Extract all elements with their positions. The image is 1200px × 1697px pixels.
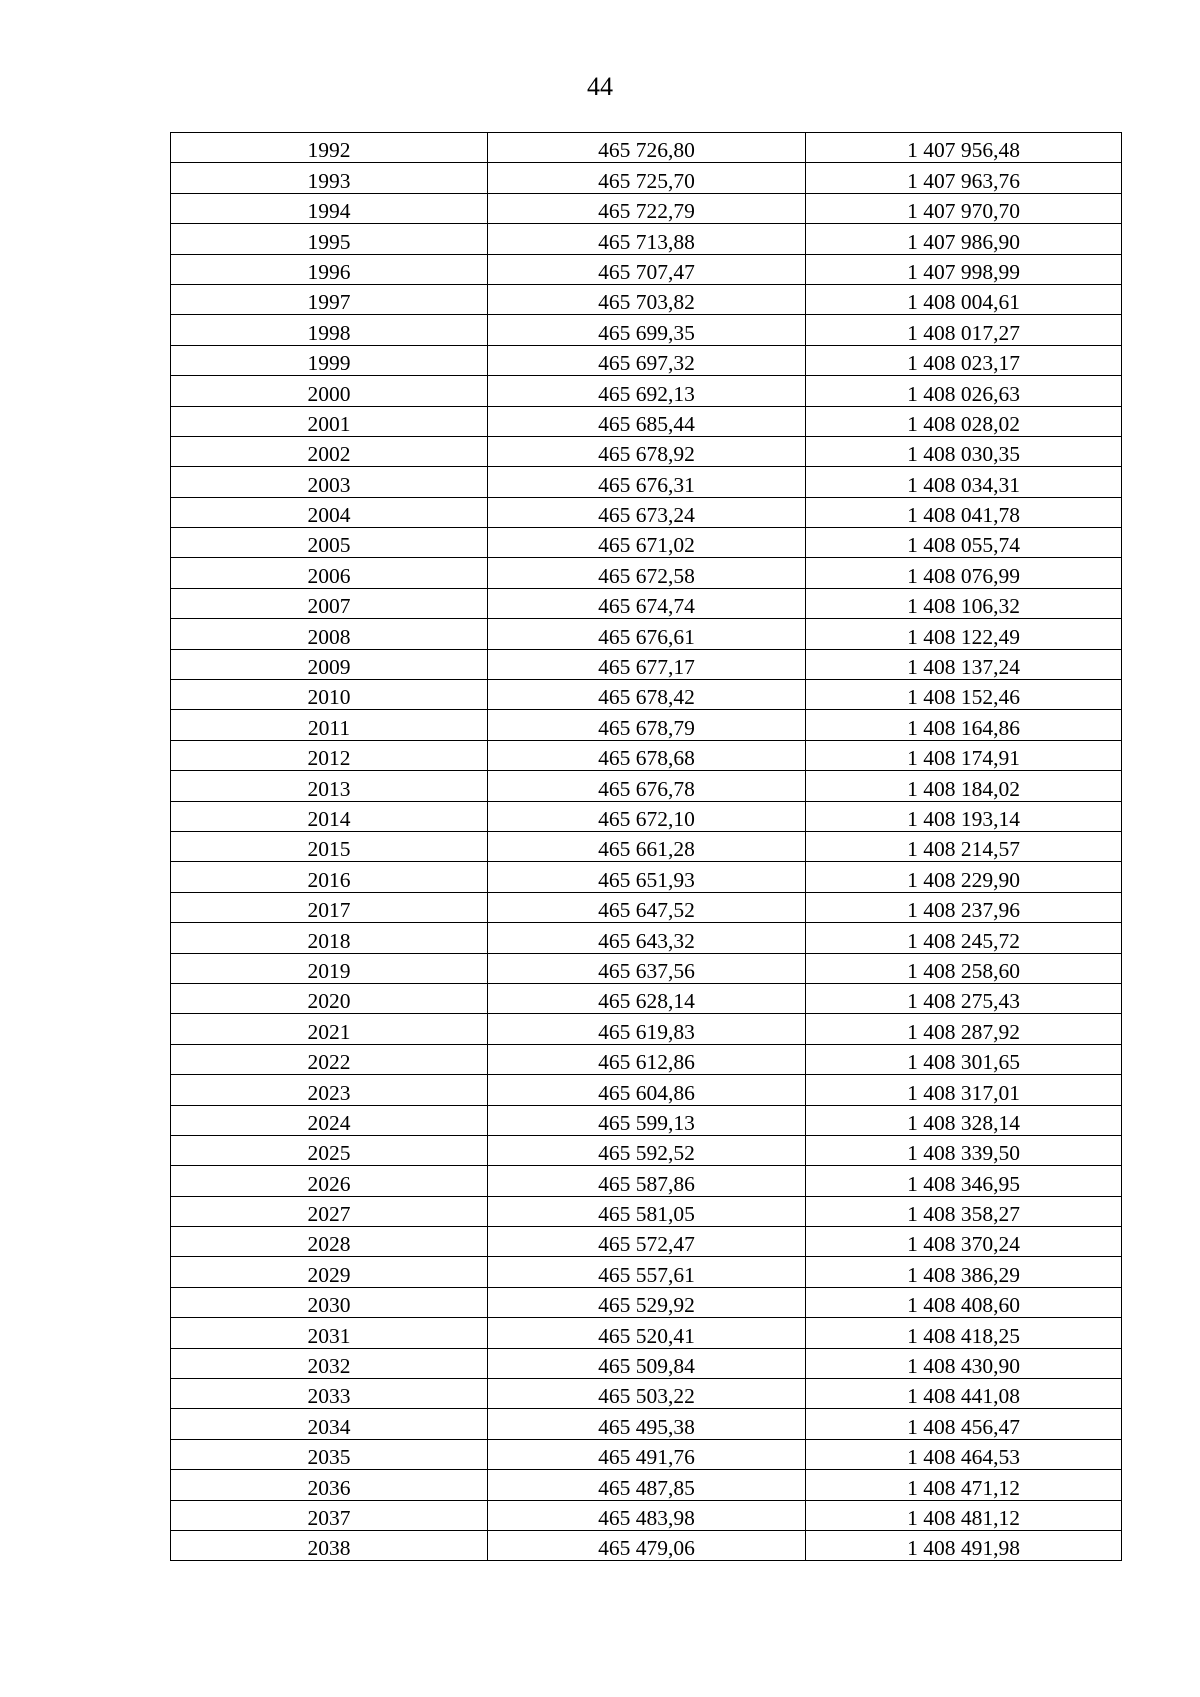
table-row — [171, 1257, 1122, 1287]
cell-y: 1 408 023,17 — [806, 345, 1122, 375]
table-row — [171, 376, 1122, 406]
cell-y: 1 408 164,86 — [806, 710, 1122, 740]
cell-x: 465 674,74 — [488, 588, 806, 618]
page-number: 44 — [587, 72, 613, 101]
cell-x: 465 678,92 — [488, 436, 806, 466]
cell-year: 2007 — [171, 588, 488, 618]
cell-x: 465 612,86 — [488, 1044, 806, 1074]
cell-x: 465 495,38 — [488, 1409, 806, 1439]
cell-x: 465 676,31 — [488, 467, 806, 497]
table-row — [171, 406, 1122, 436]
cell-x: 465 581,05 — [488, 1196, 806, 1226]
table-row — [171, 831, 1122, 861]
table-row — [171, 1318, 1122, 1348]
cell-x: 465 520,41 — [488, 1318, 806, 1348]
cell-y: 1 408 055,74 — [806, 528, 1122, 558]
cell-y: 1 408 275,43 — [806, 983, 1122, 1013]
cell-y: 1 408 076,99 — [806, 558, 1122, 588]
table-row — [171, 1379, 1122, 1409]
table-body — [171, 133, 1122, 1561]
cell-year: 1995 — [171, 224, 488, 254]
table-row — [171, 710, 1122, 740]
table-row — [171, 680, 1122, 710]
cell-year: 1996 — [171, 254, 488, 284]
cell-x: 465 726,80 — [488, 133, 806, 163]
cell-y: 1 408 122,49 — [806, 619, 1122, 649]
table-row — [171, 224, 1122, 254]
cell-y: 1 408 193,14 — [806, 801, 1122, 831]
cell-year: 2005 — [171, 528, 488, 558]
table-row — [171, 740, 1122, 770]
cell-x: 465 703,82 — [488, 284, 806, 314]
table-row — [171, 1530, 1122, 1560]
table-row — [171, 1166, 1122, 1196]
cell-y: 1 408 004,61 — [806, 284, 1122, 314]
cell-y: 1 408 229,90 — [806, 862, 1122, 892]
cell-y: 1 408 346,95 — [806, 1166, 1122, 1196]
table-row — [171, 345, 1122, 375]
cell-x: 465 699,35 — [488, 315, 806, 345]
cell-year: 1993 — [171, 163, 488, 193]
cell-x: 465 707,47 — [488, 254, 806, 284]
cell-year: 2021 — [171, 1014, 488, 1044]
cell-year: 2000 — [171, 376, 488, 406]
cell-y: 1 408 408,60 — [806, 1287, 1122, 1317]
cell-year: 2033 — [171, 1379, 488, 1409]
cell-x: 465 592,52 — [488, 1135, 806, 1165]
table-row — [171, 1409, 1122, 1439]
table-row — [171, 619, 1122, 649]
cell-year: 1997 — [171, 284, 488, 314]
cell-year: 2002 — [171, 436, 488, 466]
cell-y: 1 408 418,25 — [806, 1318, 1122, 1348]
cell-year: 2022 — [171, 1044, 488, 1074]
cell-x: 465 491,76 — [488, 1439, 806, 1469]
cell-x: 465 672,58 — [488, 558, 806, 588]
coordinates-table — [170, 132, 1122, 1561]
cell-x: 465 643,32 — [488, 923, 806, 953]
cell-year: 2008 — [171, 619, 488, 649]
cell-y: 1 408 301,65 — [806, 1044, 1122, 1074]
cell-year: 2036 — [171, 1470, 488, 1500]
cell-year: 2019 — [171, 953, 488, 983]
cell-y: 1 408 471,12 — [806, 1470, 1122, 1500]
table-row — [171, 1075, 1122, 1105]
cell-year: 2009 — [171, 649, 488, 679]
cell-y: 1 408 464,53 — [806, 1439, 1122, 1469]
cell-year: 1992 — [171, 133, 488, 163]
cell-y: 1 408 017,27 — [806, 315, 1122, 345]
table-row — [171, 953, 1122, 983]
table-row — [171, 923, 1122, 953]
cell-x: 465 619,83 — [488, 1014, 806, 1044]
cell-year: 2032 — [171, 1348, 488, 1378]
cell-y: 1 407 998,99 — [806, 254, 1122, 284]
cell-x: 465 671,02 — [488, 528, 806, 558]
cell-x: 465 713,88 — [488, 224, 806, 254]
cell-year: 2020 — [171, 983, 488, 1013]
cell-x: 465 628,14 — [488, 983, 806, 1013]
cell-x: 465 604,86 — [488, 1075, 806, 1105]
cell-y: 1 408 491,98 — [806, 1530, 1122, 1560]
cell-year: 2026 — [171, 1166, 488, 1196]
table-row — [171, 1439, 1122, 1469]
cell-x: 465 676,61 — [488, 619, 806, 649]
cell-year: 1994 — [171, 193, 488, 223]
table-row — [171, 1287, 1122, 1317]
cell-year: 2027 — [171, 1196, 488, 1226]
cell-y: 1 408 287,92 — [806, 1014, 1122, 1044]
table-row — [171, 1348, 1122, 1378]
table-row — [171, 649, 1122, 679]
cell-year: 1999 — [171, 345, 488, 375]
cell-x: 465 503,22 — [488, 1379, 806, 1409]
table-row — [171, 771, 1122, 801]
table-row — [171, 862, 1122, 892]
cell-x: 465 692,13 — [488, 376, 806, 406]
cell-x: 465 509,84 — [488, 1348, 806, 1378]
cell-y: 1 408 430,90 — [806, 1348, 1122, 1378]
cell-x: 465 697,32 — [488, 345, 806, 375]
cell-year: 2035 — [171, 1439, 488, 1469]
cell-y: 1 408 214,57 — [806, 831, 1122, 861]
cell-y: 1 407 970,70 — [806, 193, 1122, 223]
table-row — [171, 497, 1122, 527]
cell-x: 465 676,78 — [488, 771, 806, 801]
cell-x: 465 557,61 — [488, 1257, 806, 1287]
cell-y: 1 408 339,50 — [806, 1135, 1122, 1165]
cell-year: 2004 — [171, 497, 488, 527]
cell-x: 465 487,85 — [488, 1470, 806, 1500]
table-row — [171, 1014, 1122, 1044]
table-row — [171, 558, 1122, 588]
table-row — [171, 528, 1122, 558]
cell-year: 2010 — [171, 680, 488, 710]
table-row — [171, 1135, 1122, 1165]
cell-x: 465 725,70 — [488, 163, 806, 193]
cell-y: 1 407 956,48 — [806, 133, 1122, 163]
cell-year: 2031 — [171, 1318, 488, 1348]
cell-y: 1 407 986,90 — [806, 224, 1122, 254]
cell-year: 2016 — [171, 862, 488, 892]
cell-y: 1 408 245,72 — [806, 923, 1122, 953]
table-row — [171, 801, 1122, 831]
cell-x: 465 587,86 — [488, 1166, 806, 1196]
cell-y: 1 408 184,02 — [806, 771, 1122, 801]
cell-year: 2018 — [171, 923, 488, 953]
cell-y: 1 408 034,31 — [806, 467, 1122, 497]
cell-y: 1 408 152,46 — [806, 680, 1122, 710]
cell-y: 1 408 106,32 — [806, 588, 1122, 618]
table-row — [171, 284, 1122, 314]
cell-year: 2013 — [171, 771, 488, 801]
cell-x: 465 479,06 — [488, 1530, 806, 1560]
cell-x: 465 651,93 — [488, 862, 806, 892]
table-row — [171, 1227, 1122, 1257]
cell-year: 2014 — [171, 801, 488, 831]
cell-y: 1 408 317,01 — [806, 1075, 1122, 1105]
cell-y: 1 408 386,29 — [806, 1257, 1122, 1287]
cell-y: 1 408 456,47 — [806, 1409, 1122, 1439]
cell-x: 465 637,56 — [488, 953, 806, 983]
table-row — [171, 1196, 1122, 1226]
cell-year: 2003 — [171, 467, 488, 497]
table-row — [171, 588, 1122, 618]
cell-y: 1 408 258,60 — [806, 953, 1122, 983]
cell-x: 465 647,52 — [488, 892, 806, 922]
cell-x: 465 529,92 — [488, 1287, 806, 1317]
cell-x: 465 678,42 — [488, 680, 806, 710]
cell-year: 2015 — [171, 831, 488, 861]
table-row — [171, 892, 1122, 922]
cell-year: 2025 — [171, 1135, 488, 1165]
cell-year: 2030 — [171, 1287, 488, 1317]
cell-x: 465 483,98 — [488, 1500, 806, 1530]
cell-x: 465 661,28 — [488, 831, 806, 861]
cell-year: 2037 — [171, 1500, 488, 1530]
cell-year: 2012 — [171, 740, 488, 770]
cell-y: 1 408 237,96 — [806, 892, 1122, 922]
cell-y: 1 408 028,02 — [806, 406, 1122, 436]
cell-year: 2001 — [171, 406, 488, 436]
cell-year: 2011 — [171, 710, 488, 740]
table-row — [171, 1105, 1122, 1135]
cell-y: 1 408 137,24 — [806, 649, 1122, 679]
cell-year: 2038 — [171, 1530, 488, 1560]
cell-x: 465 678,68 — [488, 740, 806, 770]
cell-year: 2028 — [171, 1227, 488, 1257]
cell-x: 465 678,79 — [488, 710, 806, 740]
cell-y: 1 407 963,76 — [806, 163, 1122, 193]
cell-year: 2017 — [171, 892, 488, 922]
cell-year: 2024 — [171, 1105, 488, 1135]
cell-y: 1 408 030,35 — [806, 436, 1122, 466]
cell-x: 465 572,47 — [488, 1227, 806, 1257]
table-row — [171, 436, 1122, 466]
table-row — [171, 193, 1122, 223]
table-row — [171, 983, 1122, 1013]
cell-y: 1 408 481,12 — [806, 1500, 1122, 1530]
cell-y: 1 408 441,08 — [806, 1379, 1122, 1409]
table-row — [171, 467, 1122, 497]
cell-y: 1 408 174,91 — [806, 740, 1122, 770]
cell-x: 465 599,13 — [488, 1105, 806, 1135]
table-row — [171, 254, 1122, 284]
cell-x: 465 685,44 — [488, 406, 806, 436]
cell-y: 1 408 328,14 — [806, 1105, 1122, 1135]
cell-x: 465 677,17 — [488, 649, 806, 679]
table-row — [171, 1500, 1122, 1530]
cell-x: 465 672,10 — [488, 801, 806, 831]
table-row — [171, 163, 1122, 193]
cell-y: 1 408 370,24 — [806, 1227, 1122, 1257]
cell-y: 1 408 026,63 — [806, 376, 1122, 406]
cell-year: 2034 — [171, 1409, 488, 1439]
cell-year: 2023 — [171, 1075, 488, 1105]
cell-year: 2029 — [171, 1257, 488, 1287]
table-row — [171, 1470, 1122, 1500]
table-row — [171, 1044, 1122, 1074]
cell-y: 1 408 041,78 — [806, 497, 1122, 527]
table-row — [171, 315, 1122, 345]
cell-year: 1998 — [171, 315, 488, 345]
cell-year: 2006 — [171, 558, 488, 588]
cell-y: 1 408 358,27 — [806, 1196, 1122, 1226]
cell-x: 465 722,79 — [488, 193, 806, 223]
cell-x: 465 673,24 — [488, 497, 806, 527]
table-row — [171, 133, 1122, 163]
